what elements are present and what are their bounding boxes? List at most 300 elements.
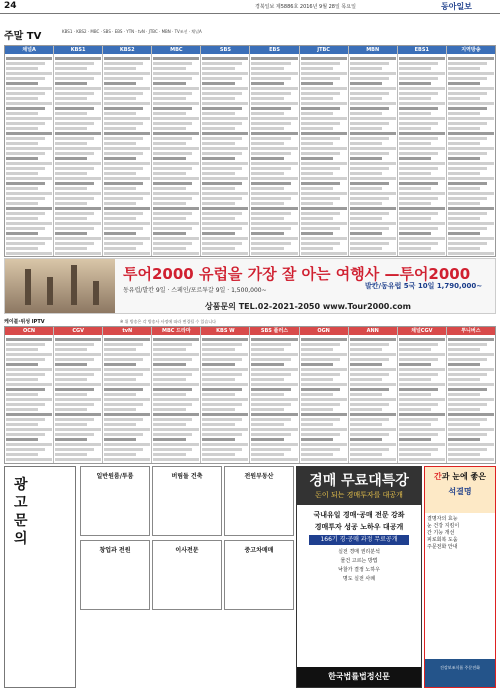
schedule-line [350, 222, 396, 225]
schedule-line [399, 72, 445, 75]
schedule-line [399, 217, 431, 220]
schedule-line [55, 117, 101, 120]
schedule-line [153, 187, 185, 190]
schedule-line [350, 77, 389, 80]
schedule-line [104, 107, 143, 110]
schedule-line [301, 408, 333, 411]
schedule-line [350, 62, 389, 65]
schedule-line [202, 393, 234, 396]
schedule-line [153, 443, 199, 446]
schedule-line [202, 237, 248, 240]
schedule-line [251, 428, 297, 431]
tour-ad-subtitle: 동유럽/발칸 9일 · 스페인/포르투갈 9일 · 1,500,000~ [123, 287, 267, 294]
schedule-line [448, 428, 494, 431]
schedule-line [153, 383, 199, 386]
schedule-line [301, 453, 333, 456]
schedule-line [448, 237, 494, 240]
schedule-line [153, 358, 192, 361]
schedule-line [399, 343, 438, 346]
schedule-line [301, 87, 347, 90]
schedule-line [55, 252, 101, 255]
schedule-line [350, 132, 396, 135]
schedule-line [301, 97, 333, 100]
schedule-column [447, 46, 495, 256]
schedule-line [350, 227, 389, 230]
schedule-column-header: 채널CGV [398, 327, 446, 335]
schedule-line [153, 247, 185, 250]
schedule-line [104, 368, 150, 371]
schedule-line [55, 383, 101, 386]
schedule-line [399, 92, 438, 95]
schedule-line [448, 92, 487, 95]
ad-inquiry-title: 광고문의 [14, 477, 28, 547]
schedule-line [399, 147, 445, 150]
schedule-line [153, 137, 192, 140]
schedule-line [399, 197, 438, 200]
schedule-line [55, 403, 94, 406]
schedule-line [448, 398, 494, 401]
schedule-line [350, 232, 382, 235]
schedule-line [448, 147, 494, 150]
schedule-line [55, 353, 101, 356]
schedule-line [55, 162, 101, 165]
schedule-line [104, 217, 136, 220]
schedule-line [251, 453, 283, 456]
schedule-column [250, 46, 299, 256]
schedule-line [350, 187, 382, 190]
schedule-line [104, 122, 143, 125]
schedule-line [55, 453, 87, 456]
schedule-line [104, 212, 143, 215]
schedule-line [202, 202, 234, 205]
schedule-column-header: SBS [201, 46, 249, 54]
schedule-line [399, 252, 445, 255]
schedule-line [153, 363, 185, 366]
schedule-line [448, 122, 487, 125]
schedule-line [6, 182, 45, 185]
schedule-line [251, 62, 290, 65]
schedule-line [448, 112, 480, 115]
schedule-line [251, 383, 297, 386]
schedule-line [251, 137, 290, 140]
schedule-line [301, 92, 340, 95]
schedule-line [104, 232, 136, 235]
schedule-line [202, 152, 241, 155]
schedule-line [448, 358, 487, 361]
schedule-column-header: MBC 드라마 [152, 327, 200, 335]
classified-1: 일반원룸/투룸 [80, 466, 150, 536]
auction-ad-badge: 166기 경·공매 과정 무료공개 [309, 535, 409, 545]
schedule-line [6, 413, 52, 416]
schedule-line [202, 122, 241, 125]
schedule-line [448, 368, 494, 371]
schedule-line [448, 87, 494, 90]
schedule-line [350, 453, 382, 456]
schedule-line [6, 137, 45, 140]
schedule-column [103, 327, 152, 463]
schedule-line [6, 222, 52, 225]
schedule-line [202, 97, 234, 100]
schedule-line [301, 197, 340, 200]
schedule-line [202, 157, 234, 160]
tour-ad-title: 투어2000 유럽을 가장 잘 아는 여행사 —투어2000 [123, 265, 471, 283]
schedule-line [55, 107, 94, 110]
schedule-column [201, 327, 250, 463]
schedule-line [153, 132, 199, 135]
schedule-line [6, 398, 52, 401]
schedule-line [350, 388, 389, 391]
health-ad-title-c: 석결명 [448, 487, 472, 496]
schedule-line [301, 343, 340, 346]
schedule-line [6, 187, 38, 190]
schedule-column-header: KBS W [201, 327, 249, 335]
schedule-line [153, 418, 192, 421]
schedule-column-header: JTBC [300, 46, 348, 54]
schedule-line [55, 388, 94, 391]
schedule-line [301, 428, 347, 431]
schedule-line [202, 433, 241, 436]
schedule-line [6, 82, 38, 85]
schedule-line [350, 338, 396, 341]
schedule-line [251, 232, 283, 235]
schedule-line [448, 383, 494, 386]
schedule-line [55, 192, 101, 195]
schedule-line [153, 77, 192, 80]
auction-point: 물건 고르는 방법 [340, 558, 378, 564]
schedule-line [448, 97, 480, 100]
schedule-line [202, 353, 248, 356]
schedule-line [448, 252, 494, 255]
schedule-line [104, 142, 136, 145]
schedule-line [301, 358, 340, 361]
schedule-line [350, 237, 396, 240]
schedule-line [399, 207, 445, 210]
schedule-line [202, 162, 248, 165]
schedule-line [55, 112, 87, 115]
schedule-line [350, 358, 389, 361]
schedule-line [6, 197, 45, 200]
schedule-line [301, 458, 347, 461]
schedule-line [399, 413, 445, 416]
health-line: 결명자의 효능 [427, 516, 458, 522]
schedule-line [399, 433, 438, 436]
schedule-column-header: CGV [54, 327, 102, 335]
schedule-line [153, 202, 185, 205]
schedule-line [202, 87, 248, 90]
schedule-line [6, 358, 45, 361]
schedule-column-header: 지역방송 [447, 46, 495, 54]
schedule-line [301, 167, 340, 170]
schedule-line [301, 348, 333, 351]
schedule-line [104, 57, 150, 60]
schedule-line [104, 242, 143, 245]
schedule-line [202, 448, 241, 451]
schedule-line [104, 82, 136, 85]
schedule-line [55, 232, 87, 235]
schedule-line [104, 162, 150, 165]
schedule-line [251, 117, 297, 120]
schedule-line [350, 182, 389, 185]
schedule-line [251, 147, 297, 150]
schedule-line [202, 428, 248, 431]
schedule-line [153, 212, 192, 215]
schedule-line [202, 242, 241, 245]
schedule-line [104, 237, 150, 240]
schedule-line [399, 438, 431, 441]
schedule-line [55, 207, 101, 210]
schedule-column [398, 327, 447, 463]
schedule-line [399, 162, 445, 165]
schedule-line [104, 423, 136, 426]
schedule-line [6, 72, 52, 75]
schedule-line [350, 82, 382, 85]
schedule-line [6, 418, 45, 421]
schedule-line [350, 413, 396, 416]
schedule-line [202, 77, 241, 80]
schedule-line [55, 212, 94, 215]
schedule-line [448, 102, 494, 105]
schedule-line [251, 343, 290, 346]
schedule-line [301, 72, 347, 75]
schedule-line [6, 57, 52, 60]
schedule-line [399, 182, 438, 185]
schedule-line [251, 358, 290, 361]
schedule-column [152, 46, 201, 256]
schedule-line [6, 388, 45, 391]
schedule-line [448, 162, 494, 165]
schedule-line [350, 363, 382, 366]
schedule-line [301, 137, 340, 140]
schedule-line [202, 222, 248, 225]
schedule-line [55, 177, 101, 180]
schedule-line [251, 212, 290, 215]
schedule-line [55, 242, 94, 245]
schedule-line [251, 207, 297, 210]
schedule-line [202, 62, 241, 65]
schedule-line [202, 117, 248, 120]
schedule-line [6, 132, 52, 135]
schedule-line [153, 182, 192, 185]
schedule-line [399, 142, 431, 145]
schedule-line [301, 237, 347, 240]
schedule-line [251, 217, 283, 220]
schedule-line [350, 197, 389, 200]
schedule-line [301, 112, 333, 115]
schedule-line [301, 368, 347, 371]
schedule-line [202, 207, 248, 210]
schedule-line [6, 142, 38, 145]
schedule-line [104, 373, 143, 376]
schedule-line [301, 157, 333, 160]
schedule-column [349, 46, 398, 256]
schedule-line [202, 102, 248, 105]
schedule-line [251, 373, 290, 376]
schedule-line [301, 433, 340, 436]
schedule-line [350, 217, 382, 220]
auction-ad-line2: 경매투자 성공 노하우 대공개 [314, 523, 404, 531]
schedule-line [399, 87, 445, 90]
schedule-line [104, 383, 150, 386]
schedule-line [448, 403, 487, 406]
schedule-line [55, 222, 101, 225]
schedule-line [6, 172, 38, 175]
schedule-line [153, 172, 185, 175]
schedule-line [202, 343, 241, 346]
schedule-line [55, 358, 94, 361]
schedule-column [300, 46, 349, 256]
health-line: 간 기능 개선 [427, 530, 455, 536]
schedule-line [301, 247, 333, 250]
schedule-line [153, 448, 192, 451]
schedule-line [301, 172, 333, 175]
schedule-line [251, 172, 283, 175]
schedule-line [153, 413, 199, 416]
schedule-line [104, 227, 143, 230]
schedule-line [350, 207, 396, 210]
schedule-line [55, 458, 101, 461]
schedule-line [202, 368, 248, 371]
schedule-line [301, 82, 333, 85]
health-ad[interactable] [424, 466, 496, 688]
schedule-line [55, 97, 87, 100]
schedule-line [399, 167, 438, 170]
schedule-column-header: MBC [152, 46, 200, 54]
schedule-column [5, 327, 54, 463]
cable-schedule-grid [4, 326, 496, 464]
schedule-line [399, 187, 431, 190]
schedule-line [6, 62, 45, 65]
schedule-line [448, 187, 480, 190]
schedule-line [350, 177, 396, 180]
schedule-line [251, 247, 283, 250]
schedule-line [202, 363, 234, 366]
schedule-line [301, 413, 347, 416]
schedule-line [6, 112, 38, 115]
schedule-line [251, 458, 297, 461]
schedule-line [399, 117, 445, 120]
schedule-line [153, 453, 185, 456]
schedule-line [301, 132, 347, 135]
schedule-line [202, 338, 248, 341]
schedule-line [448, 202, 480, 205]
schedule-line [153, 97, 185, 100]
schedule-line [448, 393, 480, 396]
schedule-line [104, 127, 136, 130]
schedule-line [153, 348, 185, 351]
tour-ad[interactable] [4, 258, 496, 314]
schedule-line [251, 398, 297, 401]
schedule-line [301, 77, 340, 80]
schedule-line [104, 117, 150, 120]
schedule-line [153, 192, 199, 195]
schedule-line [399, 458, 445, 461]
schedule-line [399, 172, 431, 175]
schedule-line [153, 127, 185, 130]
schedule-line [104, 428, 150, 431]
schedule-line [104, 247, 136, 250]
schedule-line [202, 438, 234, 441]
schedule-line [350, 408, 382, 411]
schedule-line [202, 82, 234, 85]
schedule-line [399, 393, 431, 396]
schedule-line [399, 212, 438, 215]
schedule-line [448, 217, 480, 220]
auction-ad[interactable] [296, 466, 422, 688]
schedule-column [349, 327, 398, 463]
schedule-line [55, 182, 94, 185]
schedule-line [55, 363, 87, 366]
schedule-line [301, 403, 340, 406]
schedule-line [202, 453, 234, 456]
schedule-line [448, 152, 487, 155]
schedule-line [399, 353, 445, 356]
schedule-line [350, 152, 389, 155]
schedule-line [202, 423, 234, 426]
schedule-line [399, 403, 438, 406]
schedule-line [301, 207, 347, 210]
schedule-line [153, 242, 192, 245]
schedule-line [251, 438, 283, 441]
schedule-line [448, 207, 494, 210]
schedule-line [448, 453, 480, 456]
schedule-line [6, 423, 38, 426]
schedule-line [399, 67, 431, 70]
schedule-line [153, 72, 199, 75]
schedule-line [104, 102, 150, 105]
schedule-line [202, 443, 248, 446]
schedule-column-header: EBS1 [398, 46, 446, 54]
schedule-line [350, 378, 382, 381]
schedule-line [448, 137, 487, 140]
schedule-column [398, 46, 447, 256]
schedule-line [104, 147, 150, 150]
auction-ad-line1: 국내유일 경매·공매 전문 강좌 [313, 511, 405, 519]
schedule-line [251, 162, 297, 165]
schedule-line [153, 102, 199, 105]
auction-ad-subtitle: 돈이 되는 경매투자를 대공개 [315, 491, 403, 499]
schedule-line [6, 97, 38, 100]
schedule-line [399, 157, 431, 160]
schedule-line [399, 448, 438, 451]
schedule-line [448, 72, 494, 75]
schedule-line [55, 57, 101, 60]
schedule-line [202, 358, 241, 361]
schedule-line [251, 378, 283, 381]
schedule-line [104, 348, 136, 351]
schedule-line [153, 147, 199, 150]
classified-4: 창업과 전원 [80, 540, 150, 610]
schedule-line [251, 177, 297, 180]
schedule-line [55, 152, 94, 155]
schedule-line [153, 222, 199, 225]
schedule-line [55, 368, 101, 371]
schedule-line [301, 212, 340, 215]
schedule-line [153, 458, 199, 461]
schedule-line [55, 77, 94, 80]
schedule-line [55, 408, 87, 411]
schedule-line [301, 443, 347, 446]
schedule-line [301, 187, 333, 190]
schedule-line [153, 388, 192, 391]
schedule-line [202, 142, 234, 145]
schedule-line [6, 242, 45, 245]
schedule-line [448, 413, 494, 416]
schedule-line [55, 348, 87, 351]
schedule-line [6, 378, 38, 381]
schedule-line [448, 212, 487, 215]
schedule-line [251, 157, 283, 160]
schedule-line [153, 207, 199, 210]
